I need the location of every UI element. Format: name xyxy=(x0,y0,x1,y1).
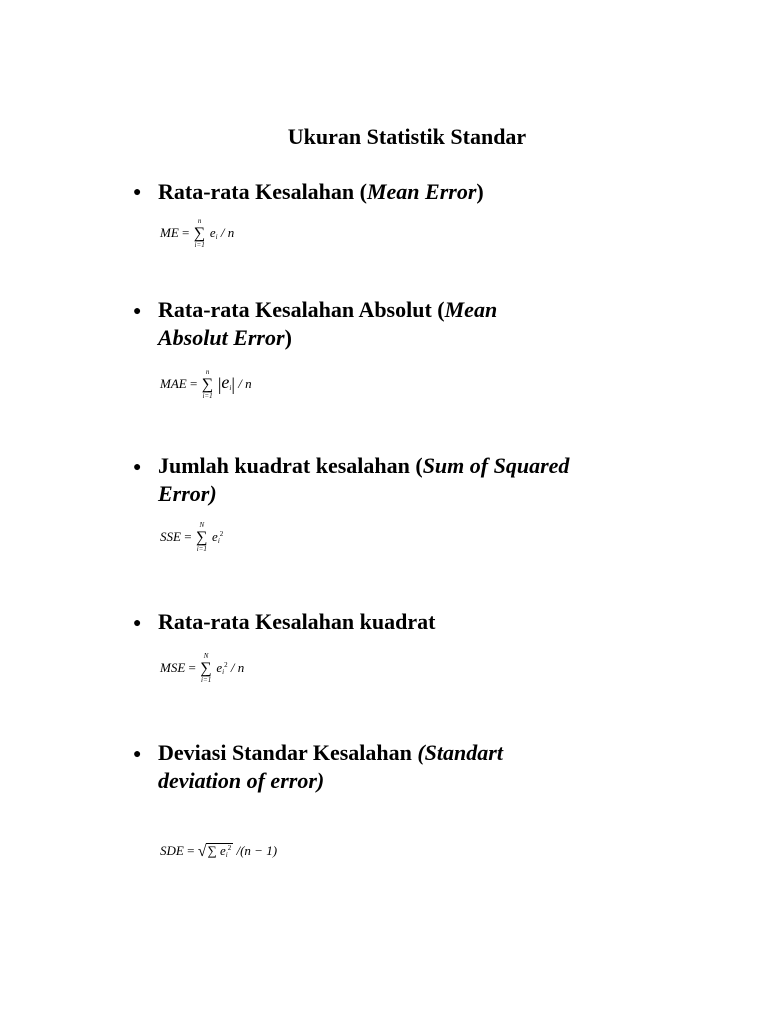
formula-variable: e xyxy=(212,529,218,544)
formula-index: i xyxy=(225,851,228,859)
bullet-icon: ● xyxy=(133,616,142,631)
heading-text: Jumlah kuadrat kesalahan ( xyxy=(158,453,423,478)
heading-mean-error xyxy=(158,178,484,206)
summation-icon: ∑ n i=1 xyxy=(193,217,206,250)
bullet-icon: ● xyxy=(133,747,142,762)
heading-close-paren: ) xyxy=(284,325,292,350)
formula-rest: / n xyxy=(230,660,245,675)
heading-text: Rata-rata Kesalahan ( xyxy=(158,179,367,204)
formula-index: i xyxy=(222,668,225,676)
formula-variable: e xyxy=(221,372,230,392)
formula-lhs: MSE xyxy=(160,660,186,675)
heading-english-term-line2: Absolut Error xyxy=(158,325,285,350)
heading-english-term: Mean xyxy=(444,297,498,322)
formula-variable: e xyxy=(220,843,226,858)
formula-mse: MSE = ∑ N i=1 $ei^2$ / n xyxy=(160,652,245,685)
sum-upper-limit: N xyxy=(203,652,209,661)
formula-sse: SSE = ∑ N i=1 $ei^2$ xyxy=(160,521,224,554)
formula-lhs: MAE xyxy=(160,376,187,391)
heading-text: Rata-rata Kesalahan kuadrat xyxy=(158,609,436,634)
abs-bar-left-icon: | xyxy=(217,374,222,394)
sum-upper-limit: N xyxy=(199,521,205,530)
heading-text: Deviasi Standar Kesalahan xyxy=(158,740,418,765)
heading-mean-squared-error xyxy=(158,608,435,636)
bullet-icon: ● xyxy=(133,185,142,200)
formula-variable: e xyxy=(209,225,216,240)
sum-lower-limit: i=1 xyxy=(201,676,212,685)
formula-rest: / n xyxy=(220,225,235,240)
heading-english-term: (Standart xyxy=(417,740,503,765)
sum-lower-limit: i=1 xyxy=(202,392,213,401)
formula-variable: e xyxy=(216,660,223,675)
bullet-icon: ● xyxy=(133,304,142,319)
radicand xyxy=(206,843,233,859)
formula-lhs: SDE xyxy=(160,843,184,858)
formula-power: 2 xyxy=(227,844,232,852)
formula-index: i xyxy=(229,384,232,392)
heading-english-term-line2: Error) xyxy=(158,481,217,506)
formula-index: i xyxy=(215,233,218,241)
formula-index: i xyxy=(217,537,220,545)
square-root-icon: √ xyxy=(197,843,207,860)
abs-bar-right-icon: | xyxy=(231,374,235,394)
formula-lhs: SSE xyxy=(160,529,181,544)
formula-lhs: ME xyxy=(160,225,179,240)
heading-english-term: Sum of Squared xyxy=(422,453,570,478)
heading-english-term: Mean Error xyxy=(366,179,477,204)
heading-sum-of-squared-error xyxy=(158,452,569,508)
heading-english-term-line2: deviation of error) xyxy=(158,768,325,793)
summation-icon: ∑ n i=1 xyxy=(201,368,214,401)
heading-standard-deviation-of-error xyxy=(158,739,503,795)
summation-icon: ∑ N i=1 xyxy=(200,652,212,685)
formula-power: 2 xyxy=(219,530,224,538)
heading-text: Rata-rata Kesalahan Absolut ( xyxy=(158,297,445,322)
bullet-icon: ● xyxy=(133,460,142,475)
formula-mae: MAE = ∑ n i=1 |ei| / n xyxy=(160,368,252,401)
heading-close-paren: ) xyxy=(476,179,484,204)
page-title: Ukuran Statistik Standar xyxy=(287,124,527,149)
sum-upper-limit: n xyxy=(205,368,210,377)
formula-me: ME = ∑ n i=1 ei / n xyxy=(160,217,235,250)
summation-icon: ∑ xyxy=(207,843,217,858)
formula-rest: / n xyxy=(238,376,252,391)
sum-lower-limit: i=1 xyxy=(196,545,207,554)
heading-mean-absolut-error xyxy=(158,296,497,352)
formula-rest: /(n − 1) xyxy=(236,843,278,858)
sum-upper-limit: n xyxy=(197,217,202,226)
formula-sde: SDE = √∑ $ei^2$ /(n − 1) xyxy=(160,843,278,860)
summation-icon: ∑ N i=1 xyxy=(196,521,208,554)
formula-power: 2 xyxy=(224,661,228,669)
sum-lower-limit: i=1 xyxy=(194,241,205,250)
